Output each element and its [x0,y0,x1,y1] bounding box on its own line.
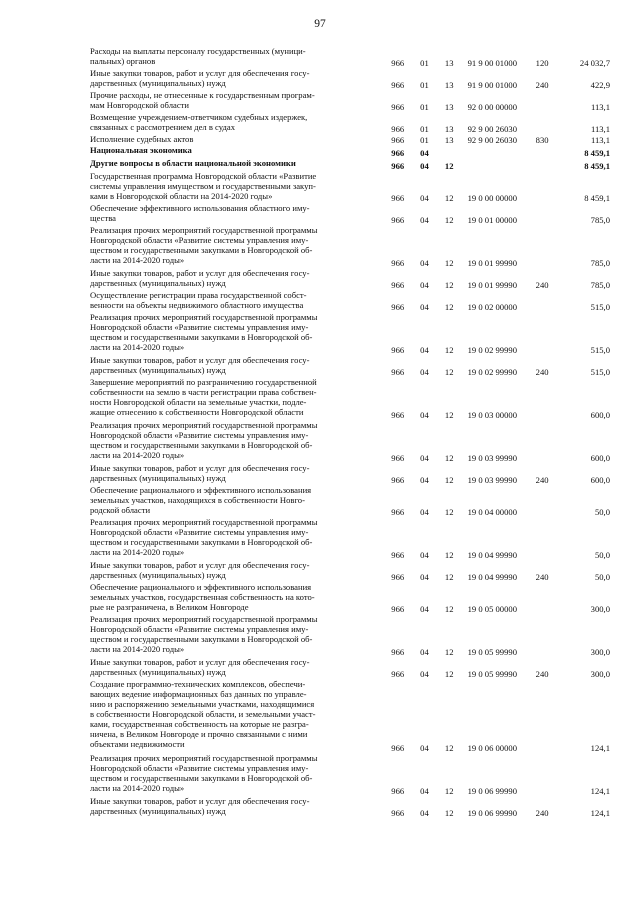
table-row [90,485,610,517]
row-section-code: 04 [420,345,429,355]
row-name: Иные закупки товаров, работ и услуг для обеспечения госу- дарственных (муниципальных) нужд [90,268,310,288]
row-expense-type-code [536,145,561,158]
row-name: Реализация прочих мероприятий государственной программы Новгородской области «Развитие системы управления иму- ществом и государственными закупками в Новгородской об- ласти на 2014-2020 годы» [90,312,318,352]
row-amount: 600,0 [590,475,610,485]
row-ved-code: 966 [391,345,405,355]
row-ved-code: 966 [391,58,405,68]
table-row [90,657,610,679]
row-section-code: 04 [420,550,429,560]
row-section-code: 04 [420,302,429,312]
row-ved-code: 966 [391,410,405,420]
row-amount: 113,1 [590,135,610,145]
row-subsection-code: 13 [444,102,454,112]
row-target-article-code: 19 0 04 99990 [467,572,517,582]
row-ved-code: 966 [391,135,405,145]
row-name: Иные закупки товаров, работ и услуг для обеспечения госу- дарственных (муниципальных) нужд [90,657,310,677]
row-target-article-code: 19 0 04 99990 [467,550,517,560]
row-expense-type-code [536,203,561,225]
row-amount: 600,0 [590,410,610,420]
row-section-code: 04 [420,148,429,158]
row-expense-type-code [536,420,561,463]
row-target-article-code: 92 0 00 00000 [467,102,517,112]
row-target-article-code: 19 0 06 99990 [467,786,517,796]
row-ved-code: 966 [391,102,405,112]
table-row [90,614,610,657]
table-row [90,134,610,145]
row-amount: 124,1 [590,786,610,796]
row-name: Государственная программа Новгородской области «Развитие системы управления имуществом и государственными закуп- ками в Новгородской области на 2014-2020 годы» [90,171,317,201]
row-subsection-code: 12 [444,786,454,796]
table-row [90,90,610,112]
row-target-article-code: 19 0 01 99990 [467,258,517,268]
table-row [90,582,610,614]
row-ved-code: 966 [391,507,405,517]
row-amount: 8 459,1 [584,148,610,158]
row-subsection-code: 12 [444,572,454,582]
row-subsection-code [445,145,468,158]
table-row [90,112,610,134]
row-subsection-code: 12 [444,550,454,560]
row-expense-type-code: 240 [535,280,549,290]
row-expense-type-code [536,679,561,753]
row-amount: 50,0 [594,507,610,517]
row-name: Обеспечение эффективного использования областного иму- щества [90,203,310,223]
row-target-article-code: 91 9 00 01000 [467,58,517,68]
row-target-article-code: 19 0 03 99990 [467,475,517,485]
row-target-article-code: 92 9 00 26030 [467,135,517,145]
row-name: Обеспечение рационального и эффективного использования земельных участков, находящихся в собственности Новго- родской области [90,485,312,515]
row-ved-code: 966 [391,124,405,134]
row-subsection-code: 12 [444,367,454,377]
row-ved-code: 966 [391,302,405,312]
row-name: Прочие расходы, не отнесенные к государственным програм- мам Новгородской области [90,90,315,110]
row-target-article-code: 19 0 03 00000 [467,410,517,420]
row-section-code: 04 [420,193,429,203]
row-ved-code: 966 [391,475,405,485]
row-expense-type-code: 240 [535,80,549,90]
table-row [90,377,610,420]
table-row [90,355,610,377]
row-amount: 113,1 [590,102,610,112]
row-expense-type-code [536,582,561,614]
row-expense-type-code [536,753,561,796]
row-target-article-code: 19 0 02 99990 [467,367,517,377]
row-section-code: 04 [420,669,429,679]
row-expense-type-code: 240 [535,475,549,485]
table-row [90,463,610,485]
row-amount: 600,0 [590,453,610,463]
row-section-code: 04 [420,367,429,377]
row-target-article-code: 19 0 02 99990 [467,345,517,355]
table-row [90,312,610,355]
row-ved-code: 966 [391,808,405,818]
row-section-code: 04 [420,453,429,463]
row-ved-code: 966 [391,453,405,463]
row-name: Реализация прочих мероприятий государственной программы Новгородской области «Развитие системы управления иму- ществом и государственными закупками в Новгородской об- ласти на 2014-2020 годы» [90,614,318,654]
row-name: Расходы на выплаты персоналу государственных (муници- пальных) органов [90,46,306,66]
row-name: Иные закупки товаров, работ и услуг для обеспечения госу- дарственных (муниципальных) нужд [90,796,310,816]
row-name: Завершение мероприятий по разграничению государственной собственности на землю в части регистрации права собствен- ности Новгородской области на земельные участки, подле- жащие отнесению к собственности Новгородской области [90,377,317,417]
row-subsection-code: 12 [444,453,454,463]
row-name: Иные закупки товаров, работ и услуг для обеспечения госу- дарственных (муниципальных) нужд [90,355,310,375]
table-row [90,290,610,312]
row-subsection-code: 12 [444,808,454,818]
page-number: 97 [314,18,326,30]
row-amount: 113,1 [590,124,610,134]
row-name: Осуществление регистрации права государственной собст- венности на объекты недвижимого областного имущества [90,290,307,310]
row-target-article-code: 19 0 05 99990 [467,647,517,657]
row-name: Реализация прочих мероприятий государственной программы Новгородской области «Развитие системы управления иму- ществом и государственными закупками в Новгородской об- ласти на 2014-2020 годы» [90,753,318,793]
table-row [90,560,610,582]
row-section-code: 01 [420,135,429,145]
row-target-article-code: 91 9 00 01000 [467,80,517,90]
row-target-article-code [468,158,536,171]
row-amount: 515,0 [590,302,610,312]
row-section-code: 04 [420,743,429,753]
row-expense-type-code [536,112,561,134]
row-subsection-code: 12 [444,669,454,679]
table-row [90,679,610,753]
table-row [90,268,610,290]
row-target-article-code: 19 0 01 99990 [467,280,517,290]
row-name: Иные закупки товаров, работ и услуг для обеспечения госу- дарственных (муниципальных) нужд [90,560,310,580]
budget-table [90,46,610,818]
row-target-article-code: 19 0 06 00000 [467,743,517,753]
row-ved-code: 966 [391,743,405,753]
row-expense-type-code [536,485,561,517]
row-name: Иные закупки товаров, работ и услуг для обеспечения госу- дарственных (муниципальных) нужд [90,68,310,88]
row-ved-code: 966 [391,604,405,614]
row-amount: 50,0 [594,572,610,582]
row-amount: 300,0 [590,604,610,614]
row-section-code: 01 [420,80,429,90]
row-expense-type-code [536,171,561,203]
row-target-article-code: 19 0 05 99990 [467,669,517,679]
row-expense-type-code: 240 [535,572,549,582]
table-row [90,517,610,560]
row-amount: 515,0 [590,345,610,355]
row-section-code: 01 [420,58,429,68]
row-expense-type-code [536,90,561,112]
row-subsection-code: 13 [444,80,454,90]
row-subsection-code: 12 [444,215,454,225]
row-ved-code: 966 [391,647,405,657]
table-row [90,171,610,203]
row-amount: 422,9 [590,80,610,90]
row-amount: 300,0 [590,669,610,679]
row-section-code: 01 [420,124,429,134]
row-name: Исполнение судебных актов [90,134,194,144]
row-subsection-code: 12 [444,743,454,753]
row-expense-type-code [536,312,561,355]
table-row [90,46,610,68]
row-amount: 8 459,1 [584,161,610,171]
row-ved-code: 966 [391,215,405,225]
row-ved-code: 966 [391,148,405,158]
row-ved-code: 966 [391,572,405,582]
table-row [90,796,610,818]
table-row [90,753,610,796]
row-ved-code: 966 [391,258,405,268]
row-expense-type-code: 240 [535,808,549,818]
row-expense-type-code [536,614,561,657]
row-name: Национальная экономика [90,145,192,155]
table-row [90,203,610,225]
row-expense-type-code [536,377,561,420]
row-expense-type-code: 240 [535,669,549,679]
row-target-article-code: 19 0 03 99990 [467,453,517,463]
row-amount: 50,0 [594,550,610,560]
row-subsection-code: 12 [444,280,454,290]
row-ved-code: 966 [391,550,405,560]
row-section-code: 04 [420,258,429,268]
row-section-code: 04 [420,410,429,420]
row-amount: 124,1 [590,808,610,818]
row-target-article-code: 19 0 05 00000 [467,604,517,614]
row-amount: 24 032,7 [579,58,610,68]
row-subsection-code: 13 [444,58,454,68]
row-section-code: 04 [420,808,429,818]
row-amount: 785,0 [590,215,610,225]
row-amount: 515,0 [590,367,610,377]
row-section-code: 04 [420,572,429,582]
row-ved-code: 966 [391,80,405,90]
row-expense-type-code: 240 [535,367,549,377]
row-target-article-code [468,145,536,158]
row-subsection-code: 12 [444,345,454,355]
row-target-article-code: 19 0 06 99990 [467,808,517,818]
row-expense-type-code: 830 [535,135,549,145]
table-row [90,225,610,268]
row-subsection-code: 12 [444,647,454,657]
row-subsection-code: 12 [444,258,454,268]
row-section-code: 01 [420,102,429,112]
row-subsection-code: 12 [444,475,454,485]
row-name: Создание программно-технических комплексов, обеспечи- вающих ведение информационных баз данных по управле- нию и распоряжению земельными участками, находящимися в собственности Новгородской области, и земельными участ- ками, государственная собственность на которые не разгра- ничена, в Великом Новгороде и прочно связанными с ними объектами недвижимости [90,679,316,749]
row-subsection-code: 12 [444,302,454,312]
row-section-code: 04 [420,604,429,614]
table-row [90,145,610,158]
row-subsection-code: 12 [444,507,454,517]
row-target-article-code: 92 9 00 26030 [467,124,517,134]
row-expense-type-code [536,517,561,560]
row-subsection-code: 13 [444,135,454,145]
row-target-article-code: 19 0 02 00000 [467,302,517,312]
row-amount: 300,0 [590,647,610,657]
row-name: Другие вопросы в области национальной экономики [90,158,296,168]
row-expense-type-code [536,290,561,312]
row-target-article-code: 19 0 01 00000 [467,215,517,225]
row-section-code: 04 [420,786,429,796]
row-name: Реализация прочих мероприятий государственной программы Новгородской области «Развитие системы управления иму- ществом и государственными закупками в Новгородской об- ласти на 2014-2020 годы» [90,225,318,265]
row-ved-code: 966 [391,367,405,377]
row-target-article-code: 19 0 00 00000 [467,193,517,203]
row-amount: 785,0 [590,258,610,268]
row-section-code: 04 [420,507,429,517]
row-ved-code: 966 [391,280,405,290]
row-ved-code: 966 [391,161,405,171]
row-amount: 124,1 [590,743,610,753]
row-name: Иные закупки товаров, работ и услуг для обеспечения госу- дарственных (муниципальных) нужд [90,463,310,483]
row-subsection-code: 12 [444,604,454,614]
row-subsection-code: 13 [444,124,454,134]
row-ved-code: 966 [391,193,405,203]
row-name: Реализация прочих мероприятий государственной программы Новгородской области «Развитие системы управления иму- ществом и государственными закупками в Новгородской об- ласти на 2014-2020 годы» [90,517,318,557]
row-subsection-code: 12 [444,410,454,420]
row-ved-code: 966 [391,669,405,679]
row-expense-type-code [536,225,561,268]
row-section-code: 04 [420,161,429,171]
row-section-code: 04 [420,215,429,225]
row-amount: 8 459,1 [584,193,610,203]
row-name: Реализация прочих мероприятий государственной программы Новгородской области «Развитие системы управления иму- ществом и государственными закупками в Новгородской об- ласти на 2014-2020 годы» [90,420,318,460]
row-section-code: 04 [420,280,429,290]
row-section-code: 04 [420,475,429,485]
row-name: Возмещение учреждением-ответчиком судебных издержек, связанных с рассмотрением дел в судах [90,112,308,132]
row-section-code: 04 [420,647,429,657]
table-row [90,158,610,171]
row-name: Обеспечение рационального и эффективного использования земельных участков, государственная собственность на кото- рые не разграничена, в Великом Новгороде [90,582,315,612]
table-row [90,68,610,90]
row-amount: 785,0 [590,280,610,290]
row-subsection-code: 12 [444,193,454,203]
table-body [90,46,610,818]
row-expense-type-code [536,158,561,171]
row-target-article-code: 19 0 04 00000 [467,507,517,517]
row-expense-type-code: 120 [535,58,549,68]
table-row [90,420,610,463]
row-subsection-code: 12 [444,161,454,171]
row-ved-code: 966 [391,786,405,796]
